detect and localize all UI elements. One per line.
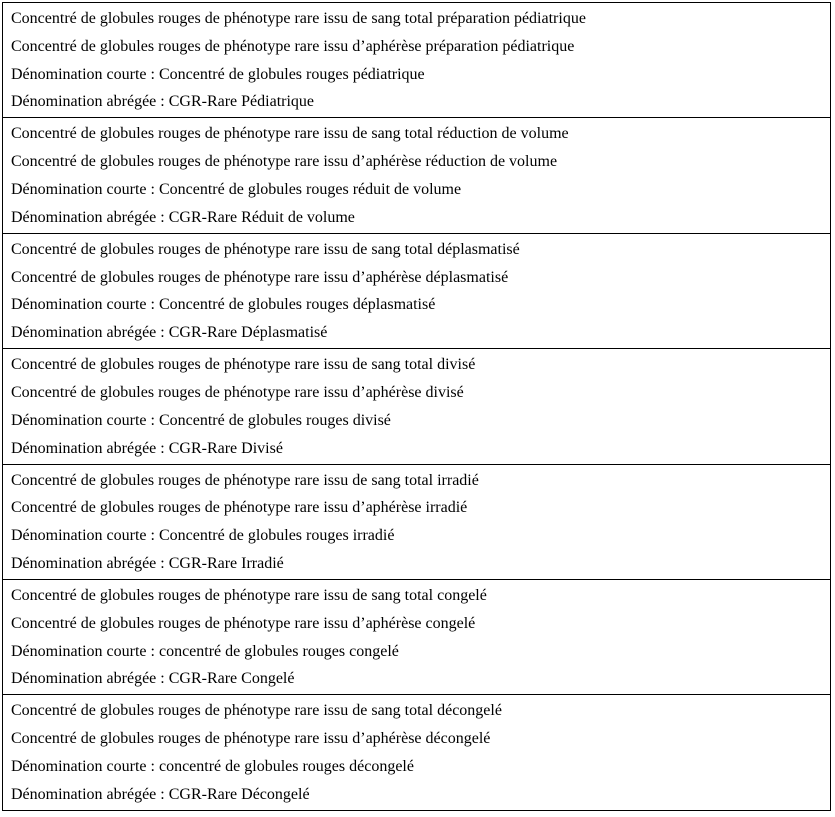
short-denomination: Dénomination courte : Concentré de globules rouges pédiatrique <box>11 65 425 83</box>
apheresis-product-name: Concentré de globules rouges de phénotype rare issu d’aphérèse préparation pédiatrique <box>11 37 575 55</box>
whole-blood-product-name: Concentré de globules rouges de phénotype rare issu de sang total préparation pédiatrique <box>11 10 586 27</box>
apheresis-product-name: Concentré de globules rouges de phénotype rare issu d’aphérèse décongelé <box>11 730 491 748</box>
short-denomination: Dénomination courte : concentré de globules rouges décongelé <box>11 757 414 775</box>
whole-blood-product-name: Concentré de globules rouges de phénotype rare issu de sang total déplasmatisé <box>11 240 520 258</box>
abbreviated-denomination: Dénomination abrégée : CGR-Rare Décongelé <box>11 785 310 803</box>
whole-blood-product-name: Concentré de globules rouges de phénotype rare issu de sang total réduction de volume <box>11 125 569 143</box>
apheresis-product-name: Concentré de globules rouges de phénotype rare issu d’aphérèse déplasmatisé <box>11 268 509 286</box>
product-denomination-table <box>2 2 831 811</box>
short-denomination: Dénomination courte : Concentré de globules rouges irradié <box>11 527 395 545</box>
apheresis-product-name: Concentré de globules rouges de phénotype rare issu d’aphérèse congelé <box>11 614 476 632</box>
table-row <box>3 349 830 464</box>
short-denomination: Dénomination courte : Concentré de globules rouges déplasmatisé <box>11 296 436 314</box>
table-row <box>3 234 830 349</box>
abbreviated-denomination: Dénomination abrégée : CGR-Rare Congelé <box>11 670 295 688</box>
short-denomination: Dénomination courte : Concentré de globules rouges réduit de volume <box>11 180 462 198</box>
abbreviated-denomination: Dénomination abrégée : CGR-Rare Réduit de volume <box>11 208 355 226</box>
apheresis-product-name: Concentré de globules rouges de phénotype rare issu d’aphérèse divisé <box>11 383 464 401</box>
abbreviated-denomination: Dénomination abrégée : CGR-Rare Déplasmatisé <box>11 324 328 342</box>
whole-blood-product-name: Concentré de globules rouges de phénotype rare issu de sang total divisé <box>11 356 476 374</box>
table-row <box>3 695 830 810</box>
abbreviated-denomination: Dénomination abrégée : CGR-Rare Irradié <box>11 554 284 572</box>
short-denomination: Dénomination courte : concentré de globules rouges congelé <box>11 642 399 660</box>
whole-blood-product-name: Concentré de globules rouges de phénotype rare issu de sang total congelé <box>11 586 487 604</box>
abbreviated-denomination: Dénomination abrégée : CGR-Rare Pédiatrique <box>11 93 315 111</box>
table-row <box>3 580 830 695</box>
apheresis-product-name: Concentré de globules rouges de phénotype rare issu d’aphérèse réduction de volume <box>11 153 558 171</box>
whole-blood-product-name: Concentré de globules rouges de phénotype rare issu de sang total décongelé <box>11 702 502 720</box>
table-row <box>3 465 830 580</box>
abbreviated-denomination: Dénomination abrégée : CGR-Rare Divisé <box>11 439 283 457</box>
table-row <box>3 3 830 118</box>
table-row <box>3 118 830 233</box>
short-denomination: Dénomination courte : Concentré de globules rouges divisé <box>11 411 391 429</box>
apheresis-product-name: Concentré de globules rouges de phénotype rare issu d’aphérèse irradié <box>11 499 468 517</box>
whole-blood-product-name: Concentré de globules rouges de phénotype rare issu de sang total irradié <box>11 471 479 489</box>
